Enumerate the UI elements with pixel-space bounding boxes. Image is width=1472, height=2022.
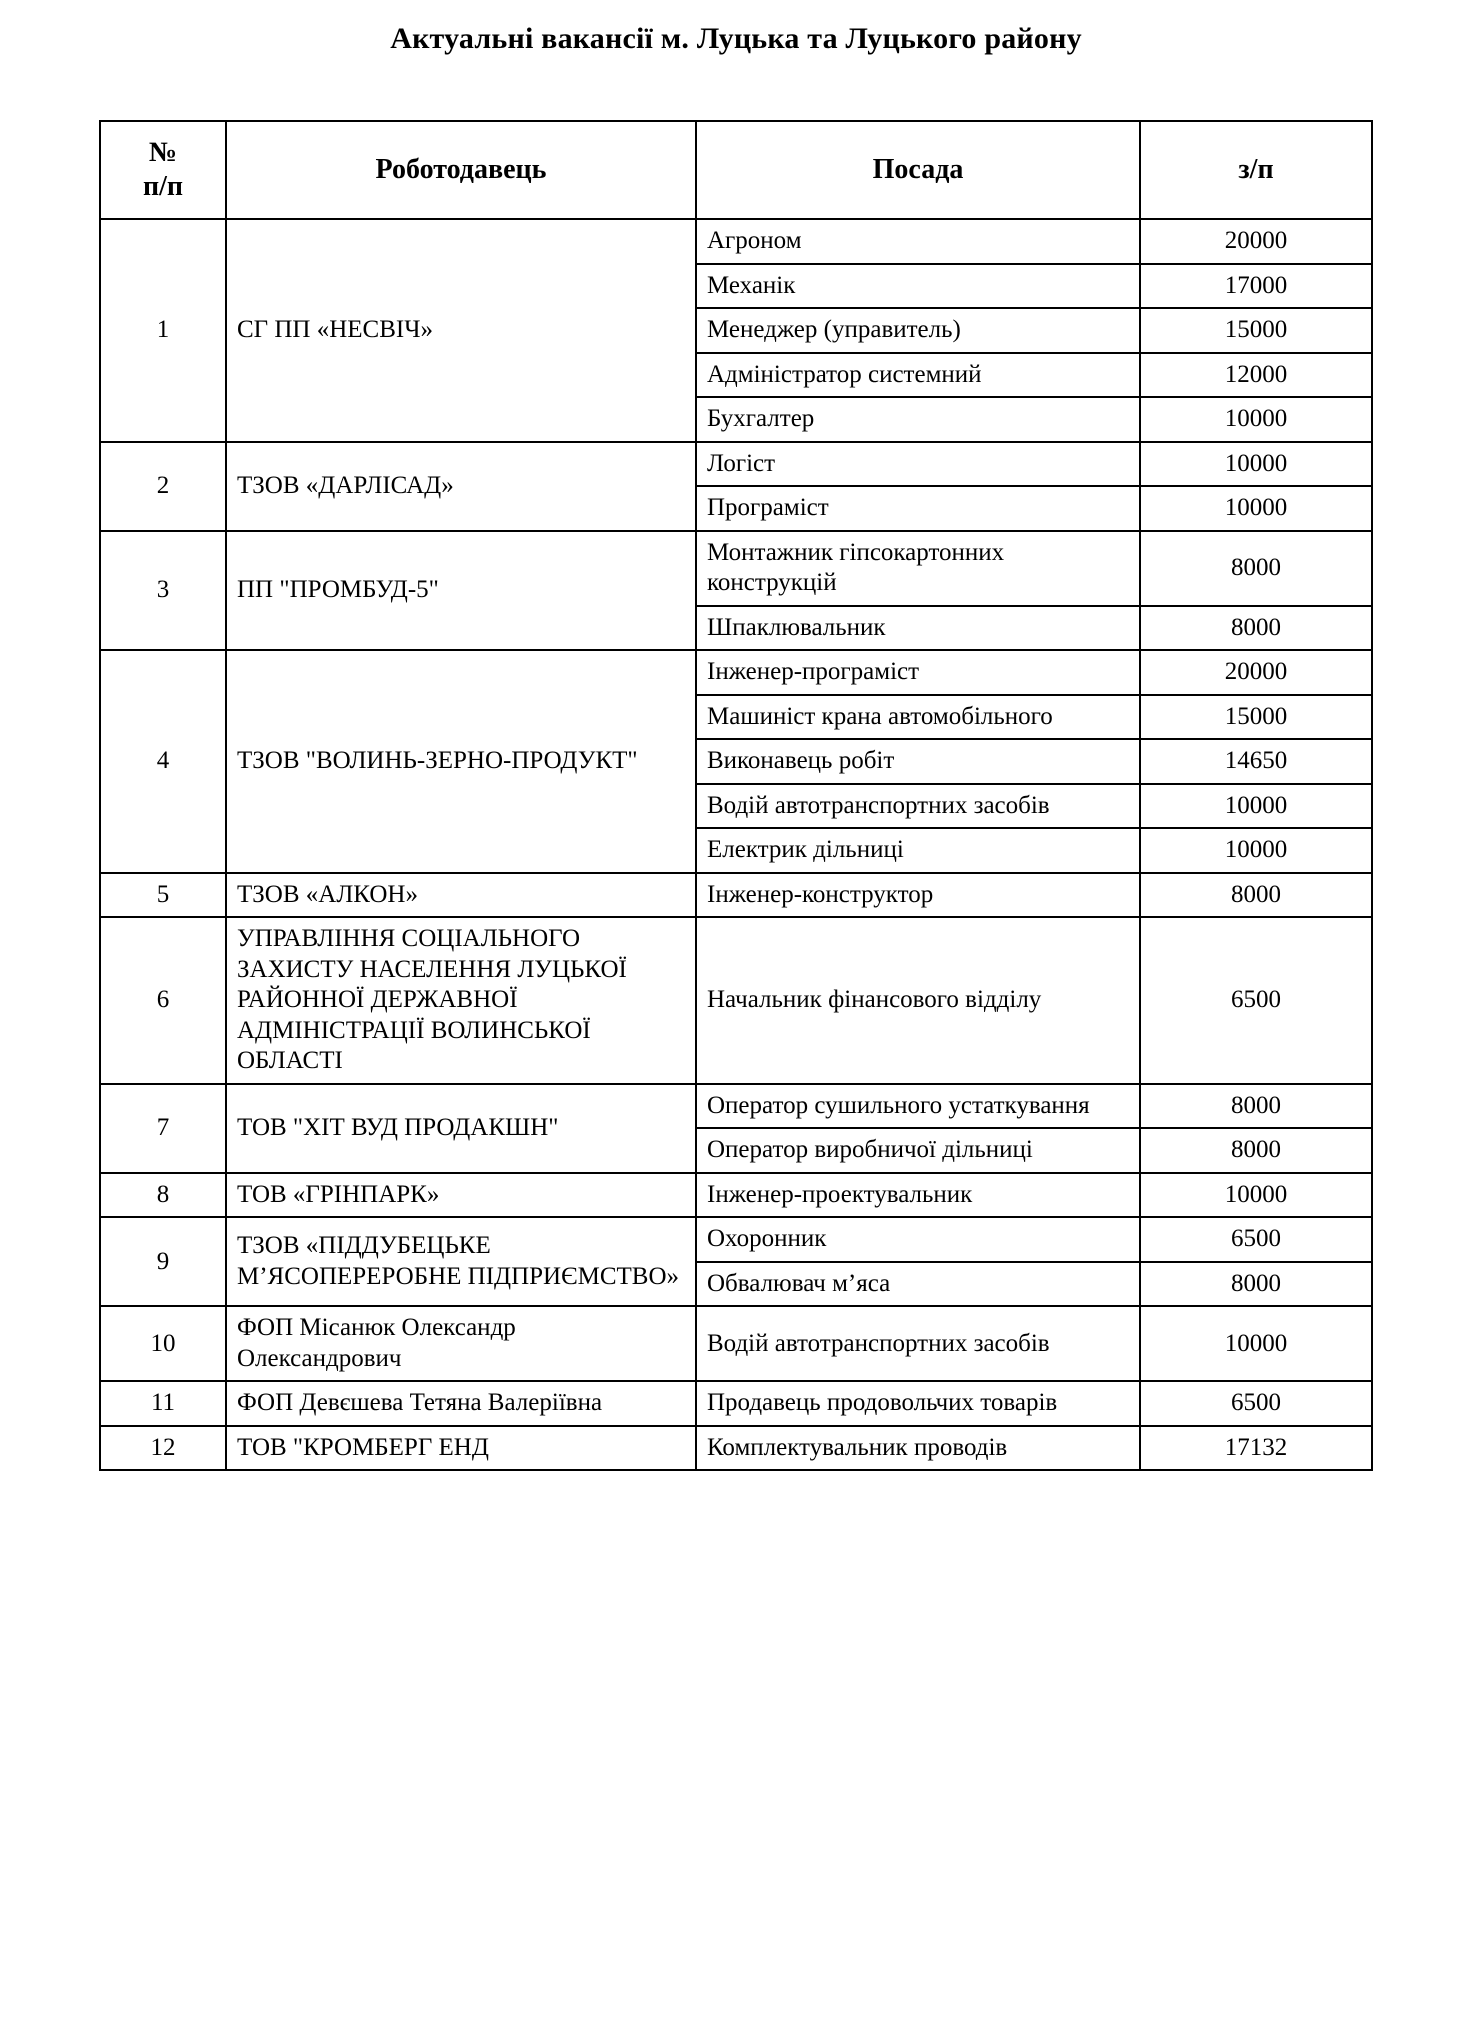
position-name: Програміст	[696, 486, 1140, 531]
employer-name: ТОВ "ХІТ ВУД ПРОДАКШН"	[226, 1084, 696, 1173]
salary-value: 17132	[1140, 1426, 1372, 1471]
position-name: Виконавець робіт	[696, 739, 1140, 784]
salary-value: 10000	[1140, 828, 1372, 873]
row-number: 1	[100, 219, 226, 442]
row-number: 4	[100, 650, 226, 873]
salary-value: 8000	[1140, 606, 1372, 651]
table-row	[100, 873, 1372, 918]
employer-name: ФОП Місанюк Олександр Олександрович	[226, 1306, 696, 1381]
salary-value: 6500	[1140, 1381, 1372, 1426]
salary-value: 10000	[1140, 1173, 1372, 1218]
salary-value: 10000	[1140, 442, 1372, 487]
position-name: Логіст	[696, 442, 1140, 487]
document-page	[0, 22, 1472, 2022]
salary-value: 8000	[1140, 531, 1372, 606]
salary-value: 20000	[1140, 650, 1372, 695]
table-body	[100, 219, 1372, 1470]
vacancies-table	[99, 120, 1373, 1471]
column-header-number	[100, 121, 226, 219]
position-name: Механік	[696, 264, 1140, 309]
employer-name: ТЗОВ «ПІДДУБЕЦЬКЕ М’ЯСОПЕРЕРОБНЕ ПІДПРИЄМСТВО»	[226, 1217, 696, 1306]
employer-name: ТЗОВ «АЛКОН»	[226, 873, 696, 918]
table-row	[100, 1217, 1372, 1262]
salary-value: 20000	[1140, 219, 1372, 264]
position-name: Монтажник гіпсокартонних конструкцій	[696, 531, 1140, 606]
position-name: Водій автотранспортних засобів	[696, 784, 1140, 829]
employer-name: ПП "ПРОМБУД-5"	[226, 531, 696, 651]
position-name: Менеджер (управитель)	[696, 308, 1140, 353]
salary-value: 17000	[1140, 264, 1372, 309]
salary-value: 12000	[1140, 353, 1372, 398]
position-name: Інженер-конструктор	[696, 873, 1140, 918]
position-name: Начальник фінансового відділу	[696, 917, 1140, 1084]
table-row	[100, 1426, 1372, 1471]
salary-value: 10000	[1140, 486, 1372, 531]
employer-name: ТОВ «ГРІНПАРК»	[226, 1173, 696, 1218]
salary-value: 14650	[1140, 739, 1372, 784]
table-row	[100, 917, 1372, 1084]
position-name: Продавець продовольчих товарів	[696, 1381, 1140, 1426]
table-row	[100, 442, 1372, 487]
row-number: 12	[100, 1426, 226, 1471]
row-number: 5	[100, 873, 226, 918]
salary-value: 10000	[1140, 1306, 1372, 1381]
position-name: Машиніст крана автомобільного	[696, 695, 1140, 740]
position-name: Охоронник	[696, 1217, 1140, 1262]
employer-name: ФОП Девєшева Тетяна Валеріївна	[226, 1381, 696, 1426]
position-name: Водій автотранспортних засобів	[696, 1306, 1140, 1381]
position-name: Електрик дільниці	[696, 828, 1140, 873]
column-header-salary: з/п	[1140, 121, 1372, 219]
table-header	[100, 121, 1372, 219]
row-number: 10	[100, 1306, 226, 1381]
salary-value: 6500	[1140, 1217, 1372, 1262]
table-row	[100, 1306, 1372, 1381]
column-header-employer: Роботодавець	[226, 121, 696, 219]
salary-value: 6500	[1140, 917, 1372, 1084]
position-name: Інженер-програміст	[696, 650, 1140, 695]
table-row	[100, 1173, 1372, 1218]
salary-value: 15000	[1140, 695, 1372, 740]
salary-value: 8000	[1140, 1084, 1372, 1129]
employer-name: УПРАВЛІННЯ СОЦІАЛЬНОГО ЗАХИСТУ НАСЕЛЕННЯ ЛУЦЬКОЇ РАЙОННОЇ ДЕРЖАВНОЇ АДМІНІСТРАЦІЇ ВОЛИНСЬКОЇ ОБЛАСТІ	[226, 917, 696, 1084]
row-number: 2	[100, 442, 226, 531]
position-name: Комплектувальник проводів	[696, 1426, 1140, 1471]
salary-value: 8000	[1140, 873, 1372, 918]
employer-name: СГ ПП «НЕСВІЧ»	[226, 219, 696, 442]
salary-value: 10000	[1140, 397, 1372, 442]
row-number: 9	[100, 1217, 226, 1306]
column-header-number-line1: №	[148, 137, 178, 168]
position-name: Бухгалтер	[696, 397, 1140, 442]
column-header-position: Посада	[696, 121, 1140, 219]
table-row	[100, 219, 1372, 264]
position-name: Шпаклювальник	[696, 606, 1140, 651]
employer-name: ТЗОВ "ВОЛИНЬ-ЗЕРНО-ПРОДУКТ"	[226, 650, 696, 873]
position-name: Агроном	[696, 219, 1140, 264]
page-title: Актуальні вакансії м. Луцька та Луцького району	[390, 22, 1082, 55]
row-number: 3	[100, 531, 226, 651]
employer-name: ТЗОВ «ДАРЛІСАД»	[226, 442, 696, 531]
salary-value: 8000	[1140, 1262, 1372, 1307]
position-name: Адміністратор системний	[696, 353, 1140, 398]
salary-value: 8000	[1140, 1128, 1372, 1173]
row-number: 7	[100, 1084, 226, 1173]
employer-name: ТОВ "КРОМБЕРГ ЕНД	[226, 1426, 696, 1471]
salary-value: 10000	[1140, 784, 1372, 829]
table-row	[100, 1084, 1372, 1129]
table-row	[100, 1381, 1372, 1426]
table-row	[100, 531, 1372, 606]
row-number: 11	[100, 1381, 226, 1426]
salary-value: 15000	[1140, 308, 1372, 353]
position-name: Оператор сушильного устаткування	[696, 1084, 1140, 1129]
position-name: Оператор виробничої дільниці	[696, 1128, 1140, 1173]
position-name: Обвалювач м’яса	[696, 1262, 1140, 1307]
column-header-number-line2: п/п	[142, 171, 184, 203]
row-number: 8	[100, 1173, 226, 1218]
table-row	[100, 650, 1372, 695]
table-header-row	[100, 121, 1372, 219]
row-number: 6	[100, 917, 226, 1084]
position-name: Інженер-проектувальник	[696, 1173, 1140, 1218]
